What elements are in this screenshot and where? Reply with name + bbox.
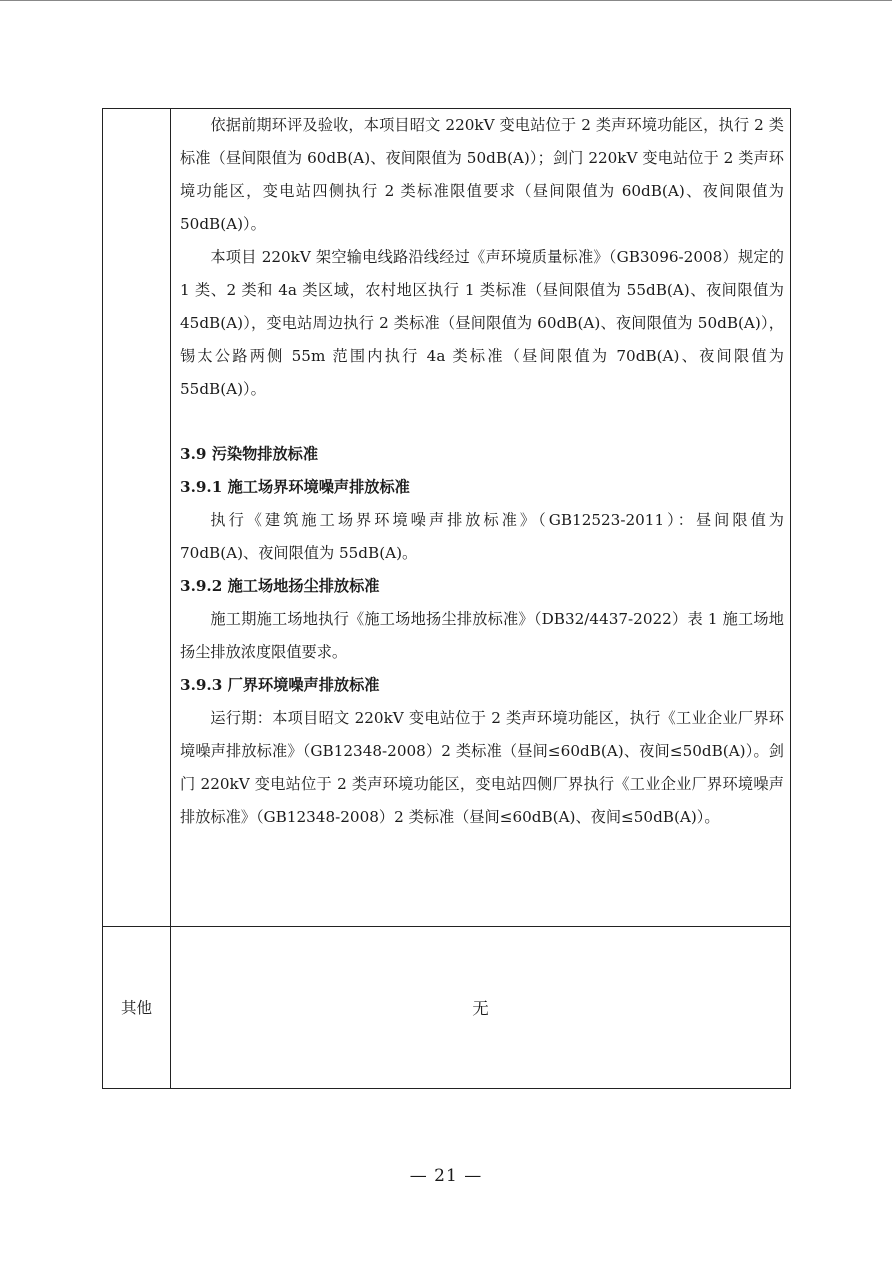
paragraph-gap [180, 406, 784, 438]
heading-3-9-1: 3.9.1 施工场界环境噪声排放标准 [180, 478, 410, 496]
heading-3-9: 3.9 污染物排放标准 [180, 445, 319, 463]
page-number: — 21 — [409, 1166, 483, 1186]
standards-content-cell [180, 109, 784, 834]
page-top-rule [0, 0, 892, 1]
document-table [102, 108, 791, 1089]
other-row-value: 无 [472, 999, 489, 1018]
heading-3-9-3: 3.9.3 厂界环境噪声排放标准 [180, 676, 380, 694]
paragraph-noise-zone-substations: 依据前期环评及验收，本项目昭文 220kV 变电站位于 2 类声环境功能区，执行 2 类标准（昼间限值为 60dB(A)、夜间限值为 50dB(A)）；剑门 220kV 变电站位于 2 类声环境功能区，变电站四侧执行 2 类标准限值要求（昼间限值为 60dB(A)、夜间限值为 50dB(A)）。 [180, 116, 784, 233]
other-row-label: 其他 [120, 999, 152, 1017]
paragraph-3-9-1: 执行《建筑施工场界环境噪声排放标准》（GB12523-2011）：昼间限值为 70dB(A)、夜间限值为 55dB(A)。 [180, 511, 784, 562]
paragraph-noise-zone-lines: 本项目 220kV 架空输电线路沿线经过《声环境质量标准》（GB3096-2008）规定的 1 类、2 类和 4a 类区域，农村地区执行 1 类标准（昼间限值为 55dB(A)、夜间限值为 45dB(A)），变电站周边执行 2 类标准（昼间限值为 60dB(A)、夜间限值为 50dB(A)），锡太公路两侧 55m 范围内执行 4a 类标准（昼间限值为 70dB(A)、夜间限值为 55dB(A)）。 [180, 248, 784, 398]
heading-3-9-2: 3.9.2 施工场地扬尘排放标准 [180, 577, 380, 595]
paragraph-3-9-2: 施工期施工场地执行《施工场地扬尘排放标准》（DB32/4437-2022）表 1 施工场地扬尘排放浓度限值要求。 [180, 610, 784, 661]
paragraph-3-9-3: 运行期：本项目昭文 220kV 变电站位于 2 类声环境功能区，执行《工业企业厂界环境噪声排放标准》（GB12348-2008）2 类标准（昼间≤60dB(A)、夜间≤50dB(A)）。剑门 220kV 变电站位于 2 类声环境功能区，变电站四侧厂界执行《工业企业厂界环境噪声排放标准》（GB12348-2008）2 类标准（昼间≤60dB(A)、夜间≤50dB(A)）。 [180, 709, 784, 826]
